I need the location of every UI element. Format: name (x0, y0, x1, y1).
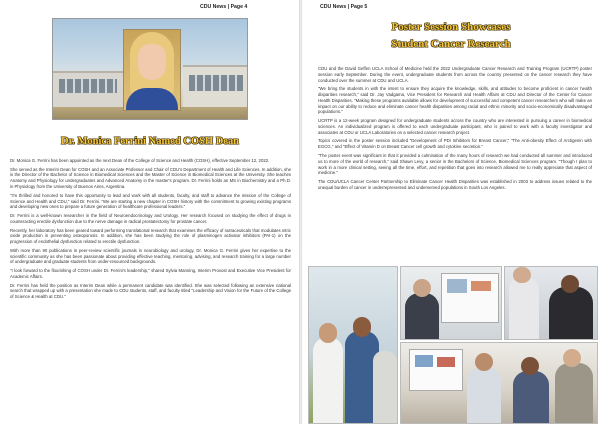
photo-poster-discussion (400, 342, 598, 424)
page-header: CDU News | Page 5 (320, 4, 368, 10)
paragraph: "We bring the students in with the intent to ensure they acquire the knowledge, skills, and attitudes to become proficient in cancer health disparities research," said Dr. Jay Vadgama, Vice President for Research and Health Affairs at CDU and Director of the Center for Cancer Health Disparities. "Making these programs available allows for development of successful and competent cancer researchers who will make an impact on our ability to reduce and eliminate cancer health disparities among racial and ethnic minority and socio-economically disadvantaged populations." (318, 86, 592, 115)
paragraph: Dr. Monica G. Ferrini has been appointed as the next Dean of the College of Science and Health (COSH), effective September 12, 2022. (10, 158, 270, 163)
paragraph: Topics covered in the poster session included "Development of PDI Inhibitors for Breast Cancer," "The Anti-obesity Effect of Arctigenin with EGCG," and "Effect of Vitamin D on Breast Cancer cell growth and cytokine secretion." (318, 138, 592, 150)
portrait-inset (123, 29, 181, 111)
article-headline-line-1: Poster Session Showcases (391, 21, 511, 33)
right-page (302, 0, 600, 424)
article-body (318, 66, 592, 193)
poster-session-photo-collage (308, 266, 596, 422)
paragraph: The CDU/UCLA Cancer Center Partnership to Eliminate Cancer Health Disparities was established in 2003 to address issues related to the unequal burden of cancer in underrepresented and underserved populations in South Los Angeles. (318, 179, 592, 190)
paragraph: Dr. Ferrini has held the position as Interim Dean while a permanent candidate was identified. She was selected following an extensive national search that wrapped up with a presentation she made to CDU students, staff, and faculty titled "Leadership and Vision for the Future of the College of Science & Health at CDU." (10, 282, 291, 300)
paragraph: "The poster event was significant in that it provided a culmination of the many hours of research we had conducted all summer and introduced us to more of the world of research," said Shawn Levy, a senior in the Bachelors of Science, Biomedical Sciences program. "Though I plan to work in a more clinical setting, seeing all the time, effort, and repetition that goes into research allowed me to really appreciate that aspect of medicine." (318, 152, 592, 176)
article-headline-line-2: Student Cancer Research (391, 38, 511, 50)
paragraph: With more than 90 publications in peer-review scientific journals in neurobiology and urology, Dr. Monica G. Ferrini gives her expertise to the scientific community as she has been passionate about providing effective teaching, mentoring, advising, and research training for a large number of undergraduate and graduate students from under-resourced backgrounds. (10, 247, 291, 265)
paragraph: UCRTP is a 12-week program designed for undergraduate students across the country who are interested in pursuing a career in biomedical sciences. An individualized program is offered to each undergraduate participant, who is paired to work with a faculty investigator and associates at CDU or UCLA Laboratories on a selected cancer research project. (318, 118, 592, 135)
paragraph: She served as the Interim Dean for COSH and an Associate Professor and Chair of CDU's Department of Health and Life Sciences. In addition, she is the Director of the Bachelor of Science in Biomedical Sciences and the Master of Science in Biomedical Sciences at the University. She teaches Anatomy and Physiology for undergraduates and Advanced Anatomy in the master's program. Dr. Ferrini holds an MS in Biochemistry and a Ph.D. in Physiology from the University of Buenos Aires, Argentina. (10, 166, 291, 190)
paragraph: Recently, her laboratory has been geared toward performing translational research that examines the efficacy of nutraceuticals that modulates nitric oxide production in preventing osteoporosis. In addition, she has been studying the role of plasminogen activator inhibitors (PAI-1) on the progression of endothelial dysfunction related to erectile dysfunction. (10, 227, 291, 245)
paragraph: Dr. Ferrini is a well-known researcher in the field of Neuroendocrinology and Urology. Her research focused on studying the effect of drugs in counteracting erectile dysfunction due to the nerve damage in radical prostatectomy for prostate cancer. (10, 213, 291, 224)
page-header: CDU News | Page 4 (200, 4, 248, 10)
paragraph: "I look forward to the flourishing of COSH under Dr. Ferrini's leadership," shared Sylvia Manning, Interim Provost and Executive Vice President for Academic Affairs. (10, 268, 291, 279)
article-headline: Dr. Monica Ferrini Named COSH Dean (60, 136, 240, 147)
photo-student-at-poster (400, 266, 502, 340)
paragraph: CDU and the David Geffen UCLA School of Medicine held the 2022 Undergraduate Cancer Research and Training Program (UCRTP) poster session early September. During the event, undergraduate students from across the country presented on the cancer research they have conducted over the summer at CDU and UCLA. (318, 66, 592, 83)
article-body (10, 158, 291, 303)
photo-students-outdoors (308, 266, 398, 424)
dean-portrait-photo (52, 18, 248, 120)
photo-presenter-and-listener (504, 266, 598, 340)
paragraph: "I'm thrilled and honored to have this opportunity to lead and work with all students, faculty, and staff to advance the mission of the College of Science and Health and CDU," said Dr. Ferrini. "We are starting a new chapter in COSH history with the commitment to growing existing programs and developing new ones to prepare a future generation of healthcare professional leaders." (10, 192, 291, 210)
